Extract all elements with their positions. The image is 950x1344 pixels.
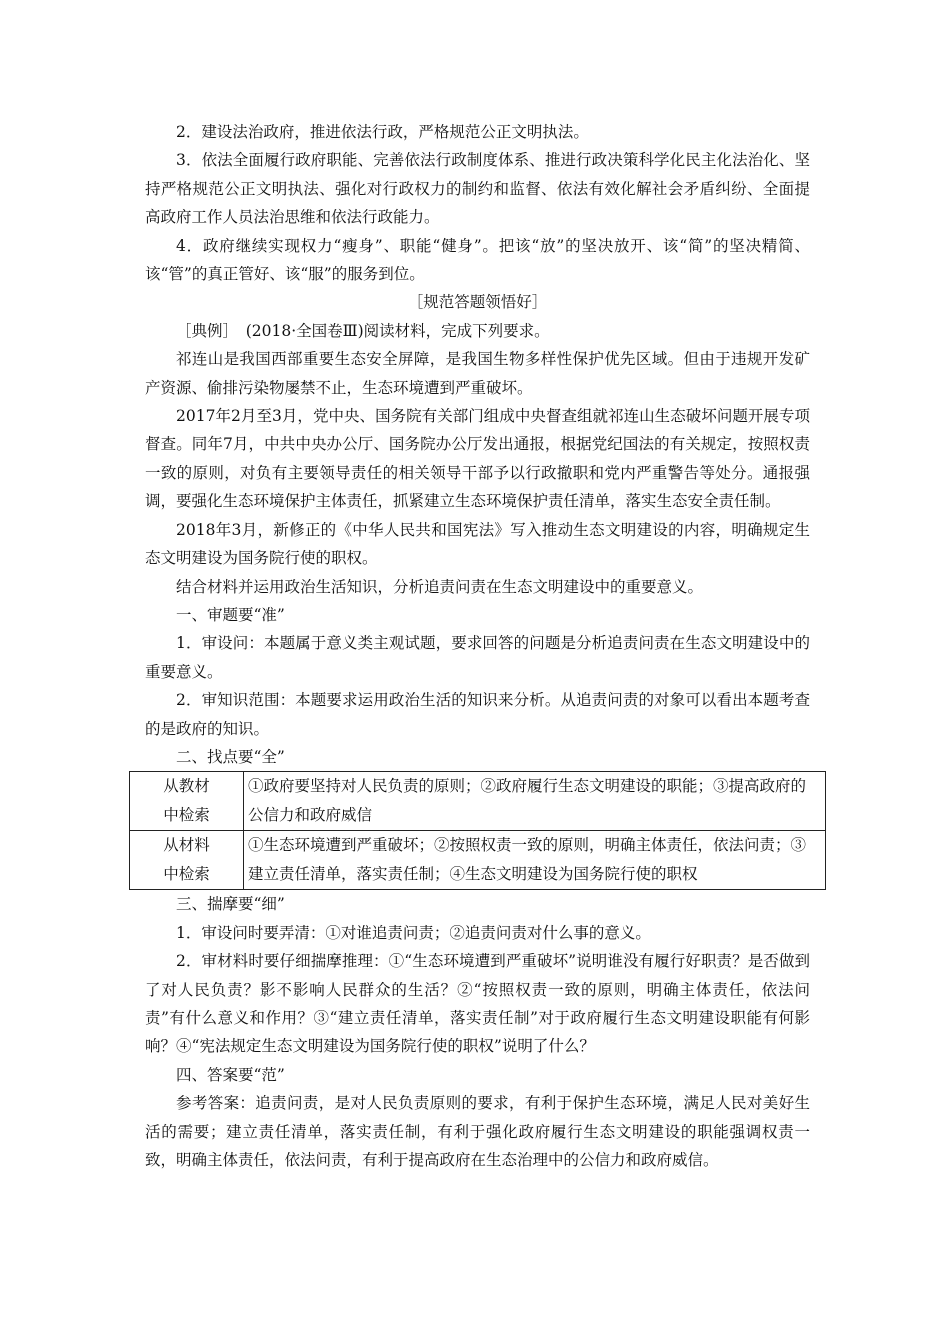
material-paragraph: 祁连山是我国西部重要生态安全屏障，是我国生物多样性保护优先区域。但由于违规开发矿产资源、偷排污染物屡禁不止，生态环境遭到严重破坏。	[145, 350, 810, 397]
section-heading: ［规范答题领悟好］	[407, 293, 548, 312]
document-page	[145, 118, 810, 1174]
table-row	[130, 831, 826, 890]
step1-title: 一、审题要“准”	[176, 605, 285, 624]
reference-answer: 参考答案：追责问责，是对人民负责原则的要求，有利于保护生态环境，满足人民对美好生活的需要；建立责任清单，落实责任制，有利于强化政府履行生态文明建设的职能强调权责一致，明确主体责任，依法问责，有利于提高政府在生态治理中的公信力和政府威信。	[145, 1094, 810, 1169]
paragraph-point-3: 3．依法全面履行政府职能、完善依法行政制度体系、推进行政决策科学化民主化法治化、坚持严格规范公正文明执法、强化对行政权力的制约和监督、依法有效化解社会矛盾纠纷、全面提高政府工作人员法治思维和依法行政能力。	[145, 151, 810, 227]
search-points-table	[129, 771, 826, 890]
paragraph-point-4: 4．政府继续实现权力“瘦身”、职能“健身”。把该“放”的坚决放开、该“简”的坚决精简、该“管”的真正管好、该“服”的服务到位。	[145, 236, 810, 284]
material-paragraph: 2018年3月，新修正的《中华人民共和国宪法》写入推动生态文明建设的内容，明确规定生态文明建设为国务院行使的职权。	[145, 520, 810, 568]
step2-title: 二、找点要“全”	[176, 747, 285, 766]
question-paragraph: 结合材料并运用政治生活知识，分析追责问责在生态文明建设中的重要意义。	[176, 577, 704, 596]
step3-item: 2．审材料时要仔细揣摩推理：①“生态环境遭到严重破坏”说明谁没有履行好职责？是否做到了对人民负责？影不影响人民群众的生活？②“按照权责一致的原则，明确主体责任，依法问责”有什么意义和作用？③“建立责任清单，落实责任制”对于政府履行生态文明建设职能有何影响？④“宪法规定生态文明建设为国务院行使的职权”说明了什么？	[145, 952, 810, 1056]
row-content-material: ①生态环境遭到严重破坏；②按照权责一致的原则，明确主体责任，依法问责；③建立责任清单，落实责任制；④生态文明建设为国务院行使的职权	[244, 831, 826, 890]
row-content-textbook: ①政府要坚持对人民负责的原则；②政府履行生态文明建设的职能；③提高政府的公信力和政府威信	[244, 772, 826, 831]
step3-item: 1．审设问时要弄清：①对谁追责问责；②追责问责对什么事的意义。	[176, 923, 651, 942]
step3-title: 三、揣摩要“细”	[176, 895, 285, 914]
example-line: ［典例］ (2018·全国卷Ⅲ)阅读材料，完成下列要求。	[176, 321, 550, 340]
material-paragraph: 2017年2月至3月，党中央、国务院有关部门组成中央督查组就祁连山生态破坏问题开展专项督查。同年7月，中共中央办公厅、国务院办公厅发出通报，根据党纪国法的有关规定，按照权责一致的原则，对负有主要领导责任的相关领导干部予以行政撤职和党内严重警告等处分。通报强调，要强化生态环境保护主体责任，抓紧建立生态环境保护责任清单，落实生态安全责任制。	[145, 407, 810, 511]
row-label-textbook: 从教材 中检索	[130, 772, 244, 831]
step4-title: 四、答案要“范”	[176, 1065, 285, 1084]
paragraph-point-2: 2．建设法治政府，推进依法行政，严格规范公正文明执法。	[176, 123, 589, 141]
table-row	[130, 772, 826, 831]
step1-item: 1．审设问：本题属于意义类主观试题，要求回答的问题是分析追责问责在生态文明建设中的重要意义。	[145, 634, 810, 681]
row-label-material: 从材料 中检索	[130, 831, 244, 890]
step1-item: 2．审知识范围：本题要求运用政治生活的知识来分析。从追责问责的对象可以看出本题考查的是政府的知识。	[145, 691, 810, 738]
